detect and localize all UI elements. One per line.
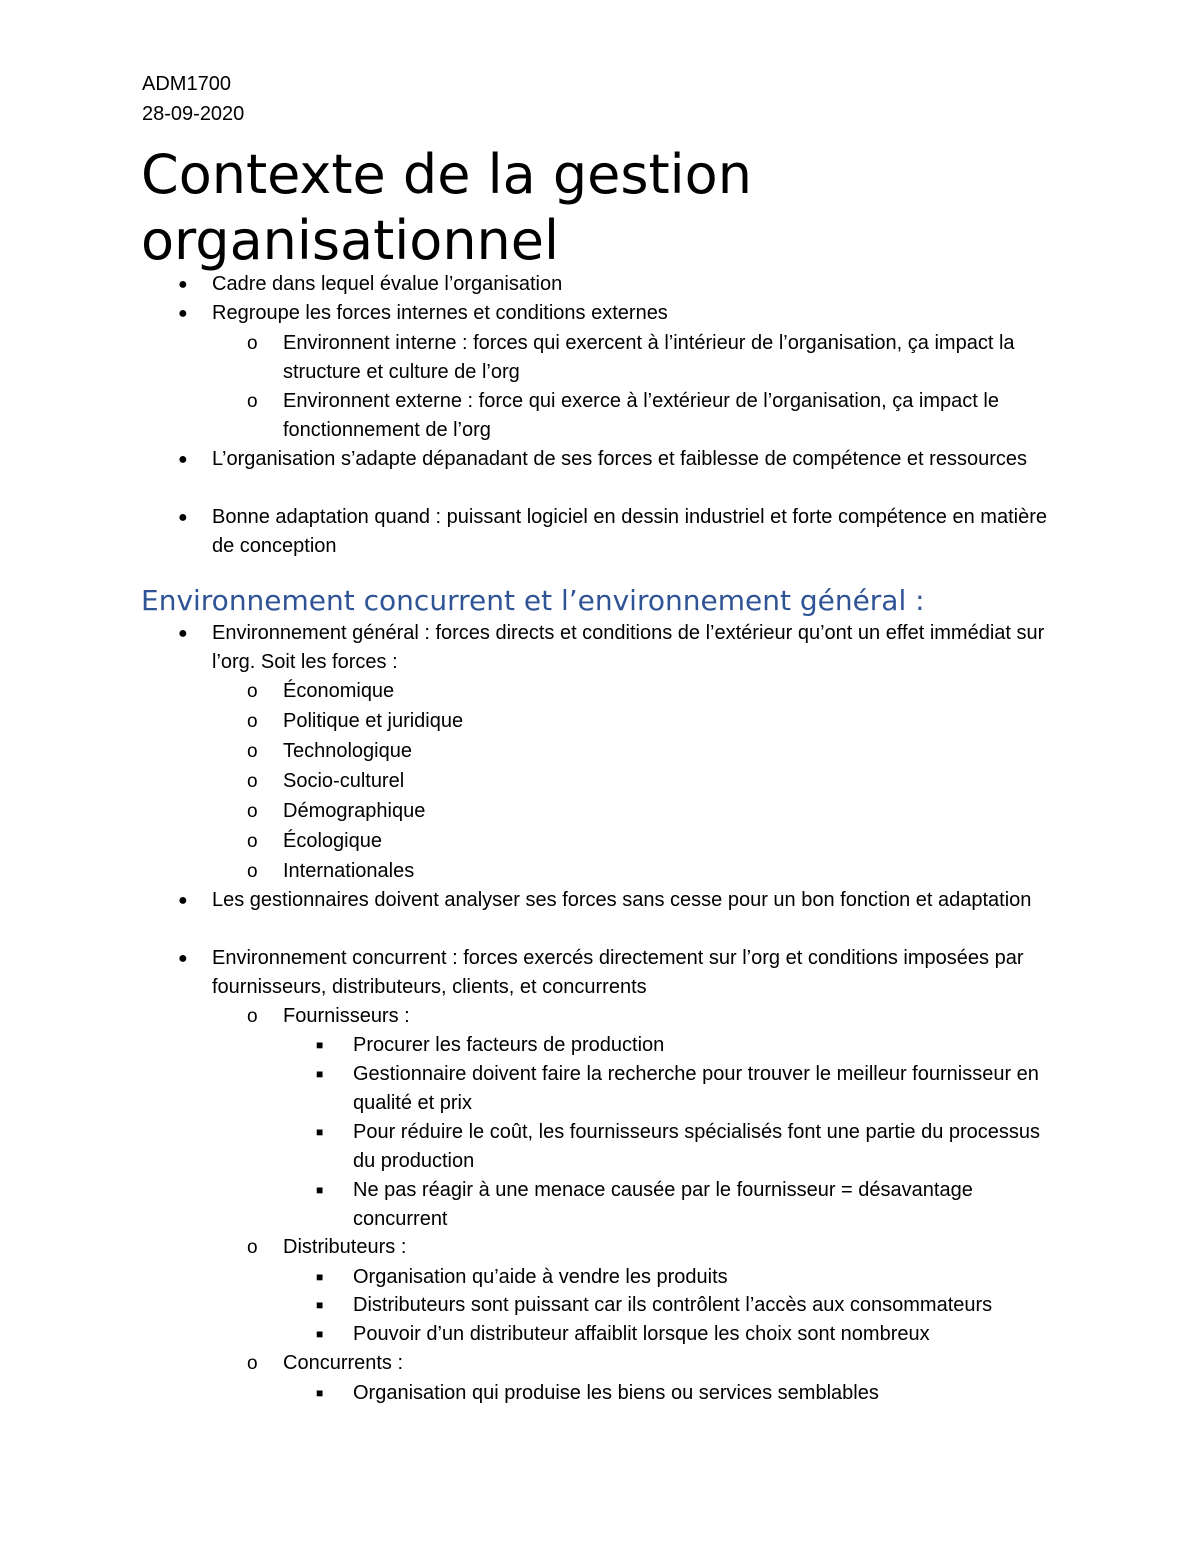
document-date: 28-09-2020	[142, 103, 245, 125]
page-title: Contexte de la gestion organisationnel	[141, 143, 752, 272]
circle-bullet-icon: o	[247, 771, 258, 792]
list-item: ■ Pour réduire le coût, les fournisseurs spécialisés font une partie du processus du production	[353, 1118, 1053, 1176]
list-item: o Politique et juridique	[283, 707, 1073, 736]
bullet-icon: ●	[178, 276, 188, 293]
list-item: ■ Organisation qu’aide à vendre les produits	[353, 1263, 1053, 1292]
list-item: o Économique	[283, 677, 1073, 706]
circle-bullet-icon: o	[247, 801, 258, 822]
bullet-icon: ●	[178, 509, 188, 526]
circle-bullet-icon: o	[247, 741, 258, 762]
list-item: ● Regroupe les forces internes et conditions externes	[212, 299, 1072, 328]
square-bullet-icon: ■	[316, 1038, 324, 1052]
circle-bullet-icon: o	[247, 391, 258, 412]
circle-bullet-icon: o	[247, 861, 258, 882]
course-code: ADM1700	[142, 73, 231, 95]
circle-bullet-icon: o	[247, 681, 258, 702]
list-item: o Environnent interne : forces qui exercent à l’intérieur de l’organisation, ça impact la structure et culture de l’org	[283, 329, 1073, 387]
circle-bullet-icon: o	[247, 831, 258, 852]
list-item: ● Bonne adaptation quand : puissant logiciel en dessin industriel et forte compétence en matière de conception	[212, 503, 1072, 561]
list-item: ● Environnement général : forces directs et conditions de l’extérieur qu’ont un effet immédiat sur l’org. Soit les forces :	[212, 619, 1072, 677]
square-bullet-icon: ■	[316, 1270, 324, 1284]
list-item: o Internationales	[283, 857, 1073, 886]
bullet-icon: ●	[178, 892, 188, 909]
square-bullet-icon: ■	[316, 1125, 324, 1139]
circle-bullet-icon: o	[247, 333, 258, 354]
list-item: ■ Procurer les facteurs de production	[353, 1031, 1053, 1060]
square-bullet-icon: ■	[316, 1298, 324, 1312]
square-bullet-icon: ■	[316, 1386, 324, 1400]
list-item: ■ Gestionnaire doivent faire la recherche pour trouver le meilleur fournisseur en qualité et prix	[353, 1060, 1053, 1118]
list-item: ● L’organisation s’adapte dépanadant de ses forces et faiblesse de compétence et ressources	[212, 445, 1072, 474]
section-heading: Environnement concurrent et l’environnement général :	[141, 584, 925, 617]
list-item: o Concurrents :	[283, 1349, 1073, 1378]
list-item: ● Cadre dans lequel évalue l’organisation	[212, 270, 1072, 299]
list-item: ■ Ne pas réagir à une menace causée par le fournisseur = désavantage concurrent	[353, 1176, 1053, 1234]
list-item: o Socio-culturel	[283, 767, 1073, 796]
square-bullet-icon: ■	[316, 1183, 324, 1197]
square-bullet-icon: ■	[316, 1067, 324, 1081]
circle-bullet-icon: o	[247, 711, 258, 732]
list-item: o Distributeurs :	[283, 1233, 1073, 1262]
bullet-icon: ●	[178, 451, 188, 468]
bullet-icon: ●	[178, 950, 188, 967]
list-item: o Fournisseurs :	[283, 1002, 1073, 1031]
list-item: o Démographique	[283, 797, 1073, 826]
circle-bullet-icon: o	[247, 1006, 258, 1027]
list-item: ● Les gestionnaires doivent analyser ses forces sans cesse pour un bon fonction et adaptation	[212, 886, 1072, 915]
list-item: ● Environnement concurrent : forces exercés directement sur l’org et conditions imposées par fournisseurs, distributeurs, clients, et concurrents	[212, 944, 1072, 1002]
list-item: ■ Pouvoir d’un distributeur affaiblit lorsque les choix sont nombreux	[353, 1320, 1053, 1349]
list-item: o Technologique	[283, 737, 1073, 766]
list-item: ■ Organisation qui produise les biens ou services semblables	[353, 1379, 1053, 1408]
list-item: o Écologique	[283, 827, 1073, 856]
bullet-icon: ●	[178, 305, 188, 322]
square-bullet-icon: ■	[316, 1327, 324, 1341]
circle-bullet-icon: o	[247, 1353, 258, 1374]
list-item: ■ Distributeurs sont puissant car ils contrôlent l’accès aux consommateurs	[353, 1291, 1053, 1320]
bullet-icon: ●	[178, 625, 188, 642]
circle-bullet-icon: o	[247, 1237, 258, 1258]
list-item: o Environnent externe : force qui exerce à l’extérieur de l’organisation, ça impact le fonctionnement de l’org	[283, 387, 1073, 445]
